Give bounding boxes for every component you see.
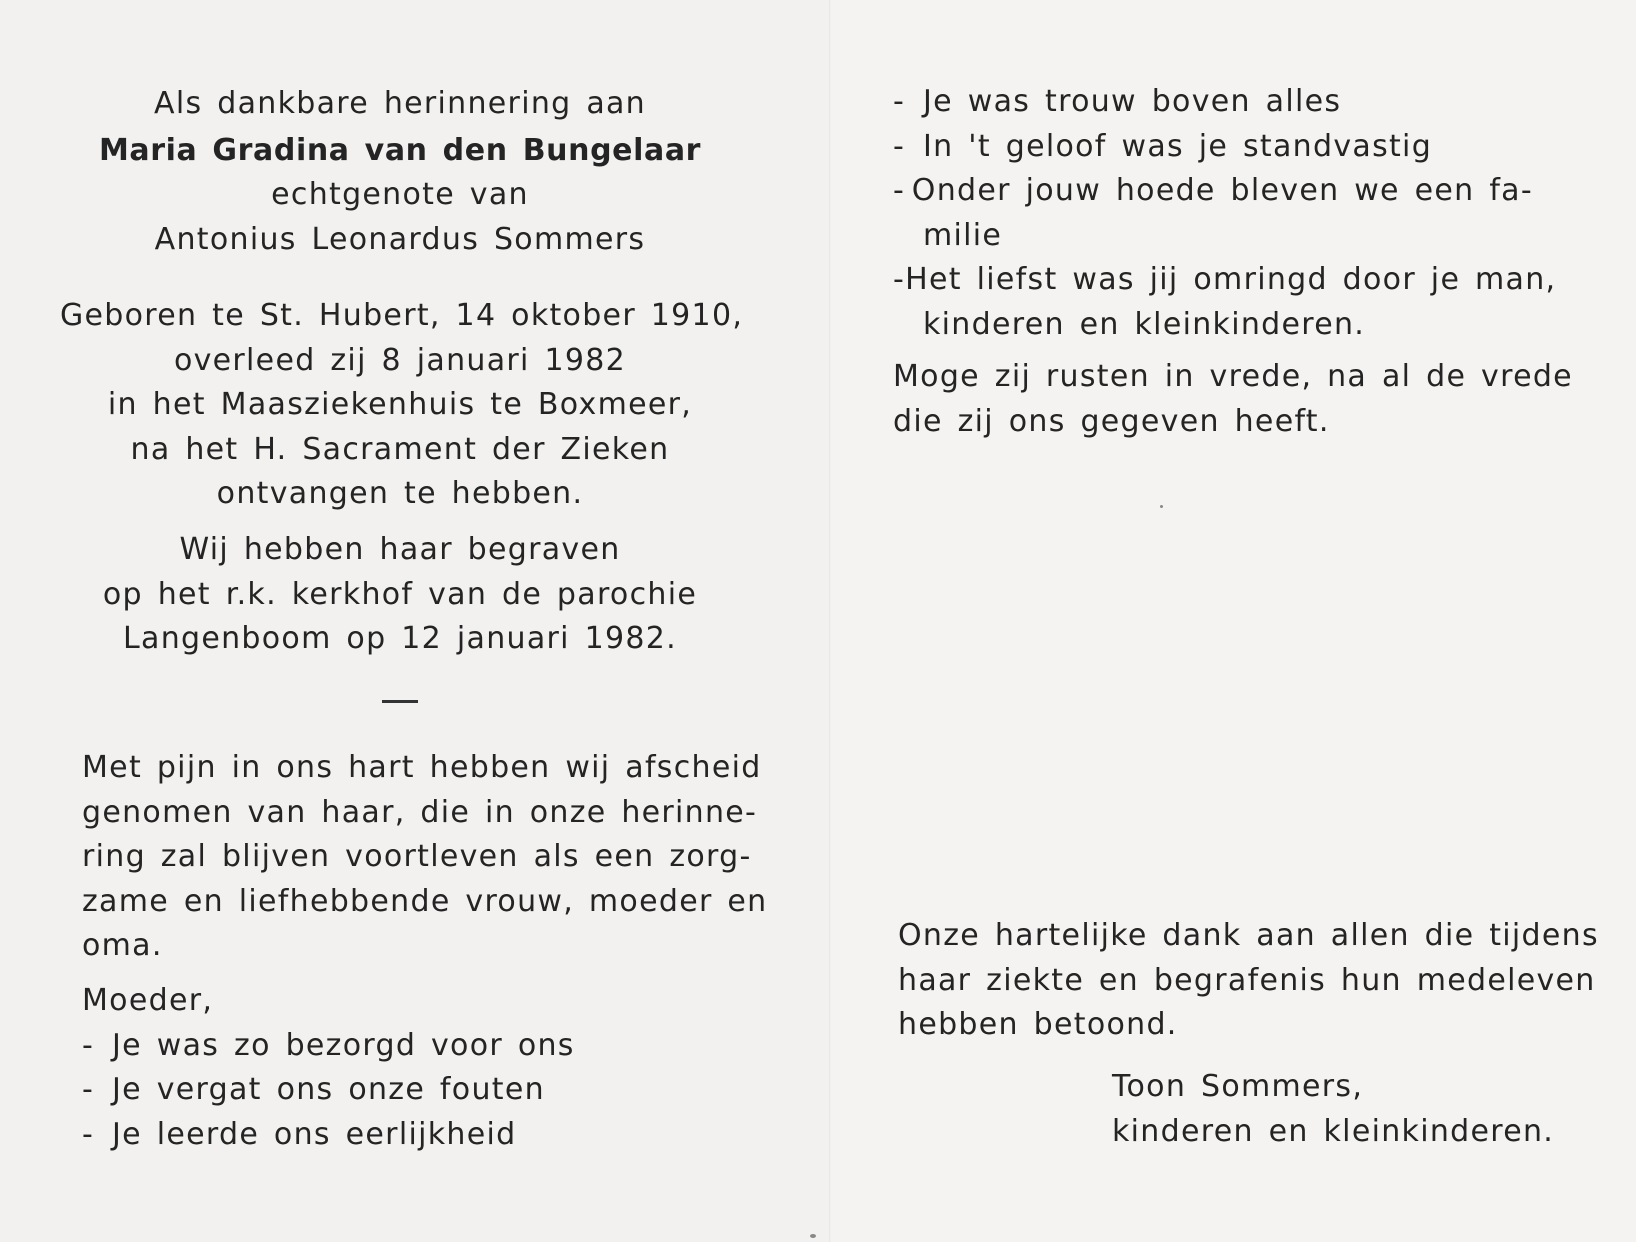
detail-line: ontvangen te hebben. — [216, 476, 584, 511]
list-item: - Je leerde ons eerlijkheid — [82, 1113, 722, 1158]
farewell-line: zame en liefhebbende vrouw, moeder en — [82, 883, 768, 919]
list-item: - Het liefst was jij omringd door je man, — [893, 258, 1533, 303]
signature-line: kinderen en kleinkinderen. — [1112, 1113, 1555, 1149]
signature-line: Toon Sommers, — [1112, 1069, 1364, 1104]
section-divider — [382, 700, 418, 703]
virtues-list — [893, 80, 1557, 347]
farewell-line: genomen van haar, die in onze herinne- — [82, 794, 758, 830]
list-item: - Je vergat ons onze fouten — [82, 1068, 722, 1113]
dash-mark: - — [893, 84, 906, 119]
farewell-line: oma. — [82, 928, 163, 963]
dedication-block — [60, 82, 740, 262]
peace-line: die zij ons gegeven heeft. — [893, 403, 1330, 439]
list-item-continuation: milie — [923, 217, 1003, 253]
moeder-heading: Moeder, — [82, 983, 214, 1018]
dash-mark: - — [893, 262, 906, 297]
spouse-name: Antonius Leonardus Sommers — [154, 221, 646, 257]
peace-line: Moge zij rusten in vrede, na al de vrede — [893, 359, 1573, 394]
list-item-continuation: kinderen en kleinkinderen. — [923, 306, 1366, 342]
paper-speck — [1160, 505, 1163, 508]
spouse-prefix: echtgenote van — [271, 177, 529, 212]
thanks-paragraph — [898, 914, 1599, 1048]
burial-line: Langenboom op 12 januari 1982. — [123, 621, 677, 656]
deceased-name: Maria Gradina van den Bungelaar — [98, 132, 702, 168]
farewell-line: ring zal blijven voortleven als een zorg- — [82, 839, 752, 874]
detail-line: Geboren te St. Hubert, 14 oktober 1910, — [60, 298, 744, 333]
detail-line: in het Maasziekenhuis te Boxmeer, — [107, 387, 693, 422]
moeder-block — [82, 979, 722, 1157]
intro-line: Als dankbare herinnering aan — [154, 86, 646, 121]
list-item: - In 't geloof was je standvastig — [893, 125, 1533, 170]
list-item: - Je was zo bezorgd voor ons — [82, 1024, 722, 1069]
dash-mark: - — [893, 128, 906, 164]
signature-block — [1112, 1065, 1555, 1154]
detail-line: overleed zij 8 januari 1982 — [173, 342, 627, 378]
peace-paragraph — [893, 355, 1573, 444]
thanks-line: hebben betoond. — [898, 1007, 1178, 1042]
burial-line: Wij hebben haar begraven — [179, 532, 621, 567]
card-fold — [829, 0, 831, 1242]
dash-mark: - — [82, 1116, 95, 1152]
list-item: - Je was trouw boven alles — [893, 80, 1533, 125]
thanks-line: Onze hartelijke dank aan allen die tijdens — [898, 918, 1599, 953]
thanks-line: haar ziekte en begrafenis hun medeleven — [898, 962, 1596, 998]
paper-speck — [810, 1234, 816, 1238]
dash-mark: - — [82, 1072, 95, 1107]
farewell-paragraph — [82, 746, 768, 969]
life-details-block — [60, 294, 744, 517]
burial-block — [60, 528, 740, 662]
detail-line: na het H. Sacrament der Zieken — [130, 431, 670, 467]
list-item: - Onder jouw hoede bleven we een fa- — [893, 169, 1533, 214]
burial-line: op het r.k. kerkhof van de parochie — [102, 576, 698, 612]
dash-mark: - — [893, 173, 906, 208]
dash-mark: - — [82, 1027, 95, 1063]
farewell-line: Met pijn in ons hart hebben wij afscheid — [82, 750, 762, 785]
